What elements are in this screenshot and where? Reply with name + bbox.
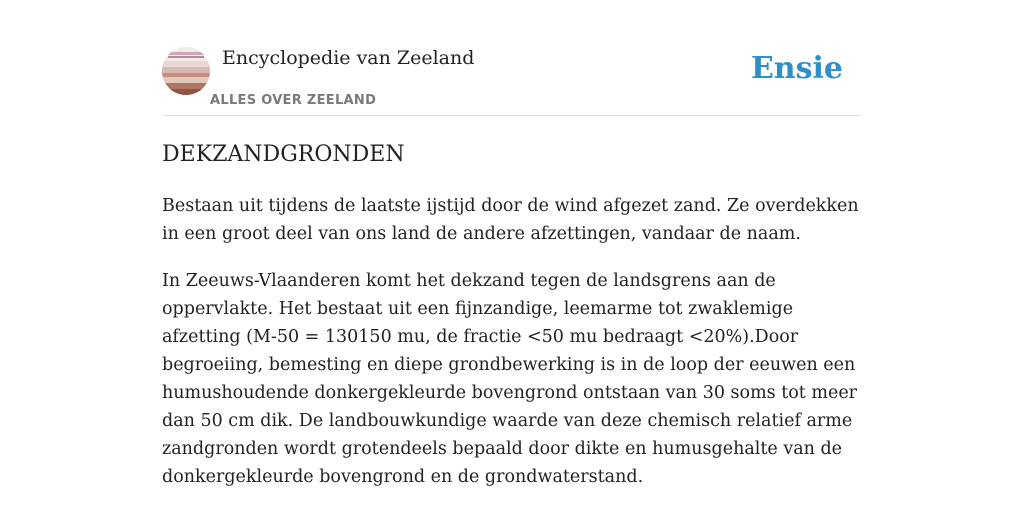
article-paragraph-2: In Zeeuws-Vlaanderen komt het dekzand tegen de landsgrens aan de oppervlakte. Het bestaat uit een fijnzandige, leemarme tot zwaklemige afzetting (M-50 = 130150 mu, de fractie <50 mu bedraagt <20%).Door begroeiing, bemesting en diepe grondbewerking is in de loop der eeuwen een humushoudende donkergekleurde bovengrond ontstaan van 30 soms tot meer dan 50 cm dik. De landbouwkundige waarde van deze chemisch relatief arme zandgronden wordt grotendeels bepaald door dikte en humusgehalte van de donkergekleurde bovengrond en de grondwaterstand.: [162, 271, 858, 487]
page-container: [162, 0, 862, 487]
brand-logo[interactable]: Ensie: [750, 51, 843, 86]
article-paragraph-1: Bestaan uit tijdens de laatste ijstijd door de wind afgezet zand. Ze overdekken in een groot deel van ons land de andere afzettingen, vandaar de naam.: [162, 196, 859, 244]
site-header: [162, 0, 862, 116]
site-title[interactable]: Encyclopedie van Zeeland: [222, 47, 475, 69]
site-avatar[interactable]: [162, 47, 210, 95]
books-photo-icon: [162, 47, 210, 95]
article-title: DEKZANDGRONDEN: [162, 142, 405, 167]
site-tagline: ALLES OVER ZEELAND: [210, 93, 377, 108]
